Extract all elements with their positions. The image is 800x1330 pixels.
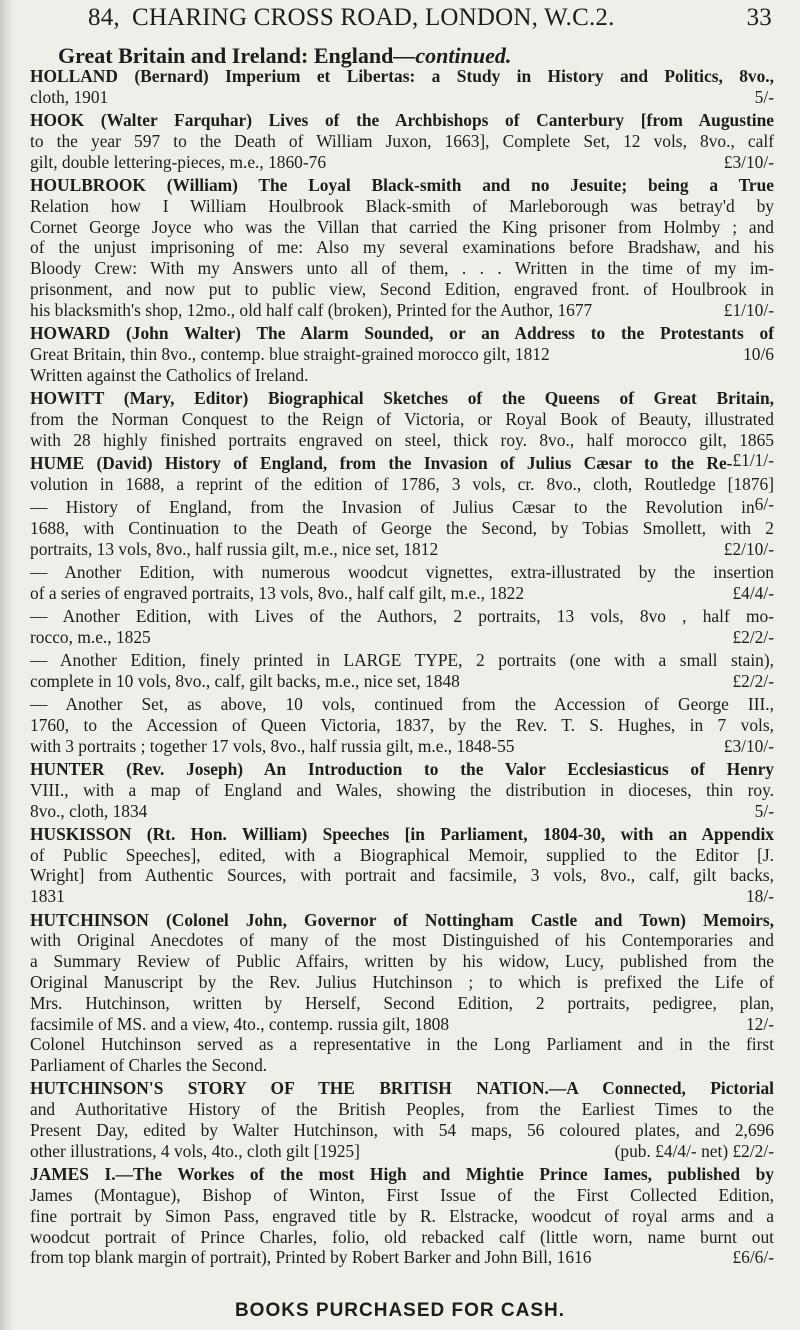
entry-price: 10/6 (743, 343, 774, 364)
section-continued: —continued. (393, 43, 512, 68)
entry-line (30, 951, 774, 972)
entry-line (30, 237, 774, 258)
catalogue-entry-hunter (30, 759, 774, 821)
entry-text: with 3 portraits ; together 17 vols, 8vo., half russia gilt, m.e., 1848-55 (30, 735, 515, 756)
entry-line (30, 518, 774, 539)
catalogue-entry-hume6 (30, 694, 774, 756)
entry-text: with 28 highly finished portraits engraved on steel, thick roy. 8vo., half morocco gilt, 1865 (30, 429, 774, 450)
entry-text: his blacksmith's shop, 12mo., old half calf (broken), Printed for the Author, 1677 (30, 299, 593, 320)
entry-text: Present Day, edited by Walter Hutchinson, with 54 maps, 56 coloured plates, and 2,696 (30, 1120, 774, 1141)
entry-line (30, 453, 774, 474)
entry-line (30, 736, 774, 757)
catalogue-entry-houlbrook (30, 175, 774, 321)
entry-line (30, 910, 774, 931)
entry-text: of a series of engraved portraits, 13 vols, 8vo., half calf gilt, m.e., 1822 (30, 582, 525, 603)
entry-line (30, 845, 774, 866)
entry-line (30, 1078, 774, 1099)
entry-line (30, 409, 774, 430)
entry-text: VIII., with a map of England and Wales, showing the distribution in dioceses, thin roy. (30, 779, 774, 800)
entry-text: Wright] from Authentic Sources, with portrait and facsimile, 3 vols, 8vo., calf, gilt backs, (30, 865, 774, 886)
entry-line (30, 1034, 774, 1055)
entry-line (30, 497, 774, 518)
catalogue-entry-hook (30, 110, 774, 172)
entry-line (30, 1099, 774, 1120)
entry-text: HOOK (Walter Farquhar) Lives of the Archbishops of Canterbury [from Augustine (30, 110, 774, 131)
entry-price: 6/- (754, 494, 774, 515)
entry-line (30, 175, 774, 196)
entry-text: Bloody Crew: With my Answers unto all of them, . . . Written in the time of my im- (30, 258, 774, 279)
catalogue-entry-hutchinson1 (30, 910, 774, 1076)
entry-text: — Another Edition, with Lives of the Authors, 2 portraits, 13 vols, 8vo , half mo- (30, 605, 774, 626)
catalogue-entry-hutchinson2 (30, 1078, 774, 1161)
entry-text: Mrs. Hutchinson, written by Herself, Second Edition, 2 portraits, pedigree, plan, (30, 992, 774, 1013)
entry-text: Colonel Hutchinson served as a representative in the Long Parliament and in the first (30, 1034, 774, 1055)
catalogue-entry-hume4 (30, 606, 774, 648)
entry-line (30, 865, 774, 886)
entry-line (30, 365, 774, 386)
entry-line (30, 1055, 774, 1076)
entry-text: HUSKISSON (Rt. Hon. William) Speeches [in Parliament, 1804-30, with an Appendix (30, 823, 774, 844)
entry-line (30, 279, 774, 300)
catalogue-entry-huskisson (30, 824, 774, 907)
running-header (40, 4, 772, 38)
entry-text: cloth, 1901 (30, 86, 109, 107)
entry-line (30, 562, 774, 583)
entry-line (30, 66, 774, 87)
entry-text: 8vo., cloth, 1834 (30, 800, 148, 821)
entry-line (30, 1185, 774, 1206)
entry-line (30, 801, 774, 822)
entry-text: volution in 1688, a reprint of the edition of 1786, 3 vols, cr. 8vo., cloth, Routledge [1876] (30, 473, 774, 494)
entry-price: 5/- (754, 800, 774, 821)
entry-text: to the year 597 to the Death of William Juxon, 1663], Complete Set, 12 vols, 8vo., calf (30, 130, 774, 151)
entry-text: — Another Edition, with numerous woodcut vignettes, extra-illustrated by the insertion (30, 561, 774, 582)
entry-price: 12/- (745, 1013, 774, 1034)
entry-line (30, 344, 774, 365)
entry-text: prisonment, and now put to public view, Second Edition, engraved front. of Houlbrook in (30, 278, 774, 299)
entry-line (30, 258, 774, 279)
running-head: CHARING CROSS ROAD, LONDON, W.C.2. (132, 4, 615, 31)
entry-line (30, 1141, 774, 1162)
catalogue-entry-hume5 (30, 650, 774, 692)
catalogue-entry-hume1 (30, 452, 774, 515)
entry-line (30, 824, 774, 845)
entry-text: gilt, double lettering-pieces, m.e., 1860-76 (30, 151, 327, 172)
entry-text: Cornet George Joyce who was the Villan that carried the King prisoner from Holmby ; and (30, 216, 774, 237)
entry-line (30, 583, 774, 604)
entry-text: portraits, 13 vols, 8vo., half russia gilt, m.e., nice set, 1812 (30, 538, 439, 559)
footer-notice: BOOKS PURCHASED FOR CASH. (234, 1300, 566, 1321)
catalogue-entry-james (30, 1164, 774, 1268)
entry-text: Great Britain, thin 8vo., contemp. blue straight-grained morocco gilt, 1812 (30, 343, 550, 364)
entry-text: facsimile of MS. and a view, 4to., contemp. russia gilt, 1808 (30, 1013, 450, 1034)
page-prefix: 84, (88, 4, 120, 31)
entry-text: other illustrations, 4 vols, 4to., cloth gilt [1925] (30, 1140, 360, 1161)
entry-line (30, 1120, 774, 1141)
catalogue-entry-hume3 (30, 562, 774, 604)
entry-price: £2/2/- (732, 670, 774, 691)
entry-line (30, 430, 774, 451)
entry-text: of Public Speeches], edited, with a Biographical Memoir, supplied to the Editor [J. (30, 844, 774, 865)
entry-line (30, 131, 774, 152)
catalogue-entry-hume2 (30, 497, 774, 559)
entry-price: £2/10/- (723, 538, 774, 559)
entry-text: HUTCHINSON (Colonel John, Governor of Nottingham Castle and Town) Memoirs, (30, 909, 774, 930)
entry-text: JAMES I.—The Workes of the most High and Mightie Prince Iames, published by (30, 1164, 774, 1185)
entry-line (30, 694, 774, 715)
entry-price: £1/10/- (723, 299, 774, 320)
entry-price: £1/1/- (732, 450, 774, 471)
entry-price: £6/6/- (732, 1247, 774, 1268)
entry-price: £4/4/- (732, 582, 774, 603)
catalogue-entries (30, 66, 774, 1271)
entry-text: from top blank margin of portrait), Printed by Robert Barker and John Bill, 1616 (30, 1247, 592, 1268)
entry-text: of the unjust imprisoning of me: Also my several examinations before Bradshaw, and his (30, 237, 774, 258)
entry-price: £3/10/- (723, 151, 774, 172)
entry-line (30, 388, 774, 409)
entry-line (30, 300, 774, 321)
entry-text: HUME (David) History of England, from the Invasion of Julius Cæsar to the Re- (30, 452, 733, 473)
entry-text: HOWITT (Mary, Editor) Biographical Sketches of the Queens of Great Britain, (30, 387, 774, 408)
entry-text: HUTCHINSON'S STORY OF THE BRITISH NATION.—A Connected, Pictorial (30, 1078, 774, 1099)
entry-text: from the Norman Conquest to the Reign of Victoria, or Royal Book of Beauty, illustrated (30, 408, 774, 429)
entry-line (30, 87, 774, 108)
entry-line (30, 715, 774, 736)
entry-text: 1688, with Continuation to the Death of George the Second, by Tobias Smollett, with 2 (30, 517, 774, 538)
entry-text: and Authoritative History of the British Peoples, from the Earliest Times to the (30, 1099, 774, 1120)
entry-price: 18/- (745, 886, 774, 907)
entry-line (30, 539, 774, 560)
entry-text: complete in 10 vols, 8vo., calf, gilt backs, m.e., nice set, 1848 (30, 670, 460, 691)
entry-line (30, 1206, 774, 1227)
entry-line (30, 1164, 774, 1185)
entry-line (30, 1227, 774, 1248)
entry-text: rocco, m.e., 1825 (30, 626, 151, 647)
entry-text: James (Montague), Bishop of Winton, First Issue of the First Collected Edition, (30, 1184, 774, 1205)
entry-price: £2/2/- (732, 626, 774, 647)
entry-line (30, 780, 774, 801)
entry-line (30, 650, 774, 671)
entry-text: fine portrait by Simon Pass, engraved title by R. Elstracke, woodcut of royal arms and a (30, 1205, 774, 1226)
binding-gutter-shadow (0, 0, 14, 1330)
entry-text: HOWARD (John Walter) The Alarm Sounded, or an Address to the Protestants of (30, 323, 774, 344)
entry-text: HOLLAND (Bernard) Imperium et Libertas: a Study in History and Politics, 8vo., (30, 66, 774, 86)
entry-line (30, 1247, 774, 1268)
entry-text: HUNTER (Rev. Joseph) An Introduction to the Valor Ecclesiasticus of Henry (30, 759, 774, 779)
entry-text: Parliament of Charles the Second. (30, 1055, 268, 1076)
entry-line (30, 110, 774, 131)
entry-text: Written against the Catholics of Ireland. (30, 364, 309, 385)
entry-line (30, 474, 774, 495)
entry-text: Relation how I William Houlbrook Black-smith of Marleborough was betray'd by (30, 195, 774, 216)
entry-text: 1831 (30, 886, 65, 907)
page-number: 33 (746, 4, 772, 31)
entry-text: with Original Anecdotes of many of the most Distinguished of his Contemporaries and (30, 930, 774, 951)
entry-text: Original Manuscript by the Rev. Julius Hutchinson ; to which is prefixed the Life of (30, 971, 774, 992)
entry-line (30, 886, 774, 907)
entry-line (30, 1014, 774, 1035)
entry-text: 1760, to the Accession of Queen Victoria, 1837, by the Rev. T. S. Hughes, in 7 vols, (30, 714, 774, 735)
entry-text: — History of England, from the Invasion of Julius Cæsar to the Revolution in (30, 496, 755, 517)
entry-price: (pub. £4/4/- net) £2/2/- (614, 1140, 774, 1161)
entry-text: woodcut portrait of Prince Charles, folio, old rebacked calf (little worn, name burnt out (30, 1226, 774, 1247)
entry-text: — Another Edition, finely printed in LARGE TYPE, 2 portraits (one with a small stain), (30, 650, 774, 671)
entry-price: £3/10/- (723, 735, 774, 756)
entry-text: a Summary Review of Public Affairs, written by his widow, Lucy, published from the (30, 951, 774, 972)
entry-line (30, 152, 774, 173)
entry-line (30, 993, 774, 1014)
catalogue-entry-holland (30, 66, 774, 108)
section-title-text: Great Britain and Ireland: England (58, 43, 394, 68)
entry-line (30, 930, 774, 951)
entry-line (30, 627, 774, 648)
entry-line (30, 606, 774, 627)
entry-line (30, 217, 774, 238)
entry-line (30, 972, 774, 993)
entry-line (30, 759, 774, 780)
catalogue-entry-howard (30, 323, 774, 385)
entry-price: 5/- (754, 86, 774, 107)
entry-text: — Another Set, as above, 10 vols, continued from the Accession of George III., (30, 694, 774, 715)
entry-text: HOULBROOK (William) The Loyal Black-smith and no Jesuite; being a True (30, 174, 774, 195)
entry-line (30, 671, 774, 692)
entry-line (30, 196, 774, 217)
entry-line (30, 323, 774, 344)
